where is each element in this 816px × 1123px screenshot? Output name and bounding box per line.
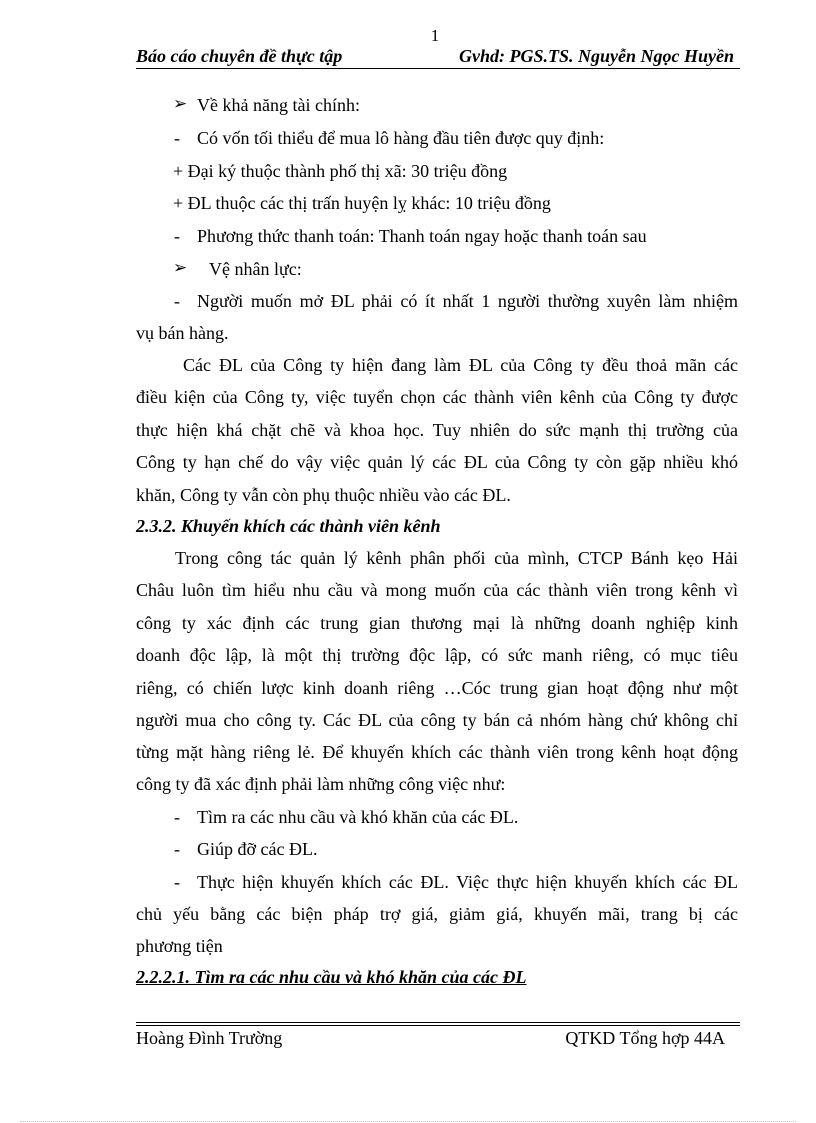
hr-title: Vệ nhân lực: xyxy=(209,259,302,279)
list-item-incentive-line-2: chủ yếu bằng các biện pháp trợ giá, giảm giá, khuyến mãi, trang bị các xyxy=(136,904,738,924)
list-item-incentive-line-1: Thực hiện khuyến khích các ĐL. Việc thực hiện khuyến khích các ĐL xyxy=(197,872,738,892)
hr-item-line-1: Người muốn mở ĐL phải có ít nhất 1 người thường xuyên làm nhiệm xyxy=(197,291,738,311)
footer-author: Hoàng Đình Trường xyxy=(136,1028,283,1048)
dash-bullet: - xyxy=(174,291,180,311)
list-item-incentive-line-3: phương tiện xyxy=(136,936,223,956)
dash-bullet: - xyxy=(174,226,180,246)
paragraph-line: Công ty hạn chế do vậy việc quản lý các ĐL của Công ty còn gặp nhiều khó xyxy=(136,452,738,472)
finance-title: Về khả năng tài chính: xyxy=(197,95,360,115)
arrow-bullet-icon: ➢ xyxy=(173,94,188,113)
page-header xyxy=(136,46,740,68)
paragraph-line: Các ĐL của Công ty hiện đang làm ĐL của Công ty đều thoả mãn các xyxy=(183,355,738,375)
header-supervisor: Gvhd: PGS.TS. Nguyễn Ngọc Huyền xyxy=(459,46,734,66)
dash-bullet: - xyxy=(174,872,180,892)
arrow-bullet-icon: ➢ xyxy=(173,258,188,277)
paragraph-line: điều kiện của Công ty, việc tuyển chọn các thành viên kênh của Công ty được xyxy=(136,387,738,407)
list-item-needs: Tìm ra các nhu cầu và khó khăn của các ĐL. xyxy=(197,807,519,827)
dash-bullet: - xyxy=(174,807,180,827)
paragraph-line: Châu luôn tìm hiểu nhu cầu và mong muốn của các thành viên trong kênh vì xyxy=(136,580,738,600)
finance-item-capital: Có vốn tối thiểu để mua lô hàng đầu tiên được quy định: xyxy=(197,128,605,148)
list-item-help: Giúp đỡ các ĐL. xyxy=(197,839,318,859)
paragraph-line: công ty xác định các trung gian thương mại là những doanh nghiệp kinh xyxy=(136,613,738,633)
finance-item-city: + Đại ký thuộc thành phố thị xã: 30 triệu đồng xyxy=(173,161,508,181)
finance-item-payment: Phương thức thanh toán: Thanh toán ngay hoặc thanh toán sau xyxy=(197,226,647,246)
paragraph-line: công ty đã xác định phải làm những công việc như: xyxy=(136,774,506,794)
paragraph-line: doanh độc lập, là một thị trường độc lập, có sức manh riêng, có mục tiêu xyxy=(136,645,738,665)
page-number: 1 xyxy=(430,26,440,45)
paragraph-line: Trong công tác quản lý kênh phân phối của mình, CTCP Bánh kẹo Hải xyxy=(175,548,738,568)
paragraph-line: riêng, có chiến lược kinh doanh riêng …Cóc trung gian hoạt động như một xyxy=(136,678,738,698)
header-report-title: Báo cáo chuyên đề thực tập xyxy=(136,46,343,66)
paragraph-line: từng mặt hàng riêng lẻ. Để khuyến khích các thành viên trong kênh hoạt động xyxy=(136,742,738,762)
section-heading: 2.3.2. Khuyến khích các thành viên kênh xyxy=(136,516,441,536)
paragraph-line: khăn, Công ty vẫn còn phụ thuộc nhiều vào các ĐL. xyxy=(136,485,511,505)
footer-class: QTKD Tổng hợp 44A xyxy=(565,1028,725,1048)
header-rule xyxy=(136,68,740,69)
footer-rule xyxy=(136,1022,740,1023)
dash-bullet: - xyxy=(174,839,180,859)
paragraph-line: người mua cho công ty. Các ĐL của công ty bán cả nhóm hàng chứ không chỉ xyxy=(136,710,738,730)
paragraph-line: thực hiện khá chặt chẽ và khoa học. Tuy nhiên do sức mạnh thị trường của xyxy=(136,420,738,440)
subsection-heading: 2.2.2.1. Tìm ra các nhu cầu và khó khăn của các ĐL xyxy=(136,967,527,987)
finance-item-town: + ĐL thuộc các thị trấn huyện lỵ khác: 10 triệu đồng xyxy=(173,193,551,213)
dash-bullet: - xyxy=(174,128,180,148)
hr-item-line-2: vụ bán hàng. xyxy=(136,323,229,343)
page-bottom-border xyxy=(20,1121,796,1122)
